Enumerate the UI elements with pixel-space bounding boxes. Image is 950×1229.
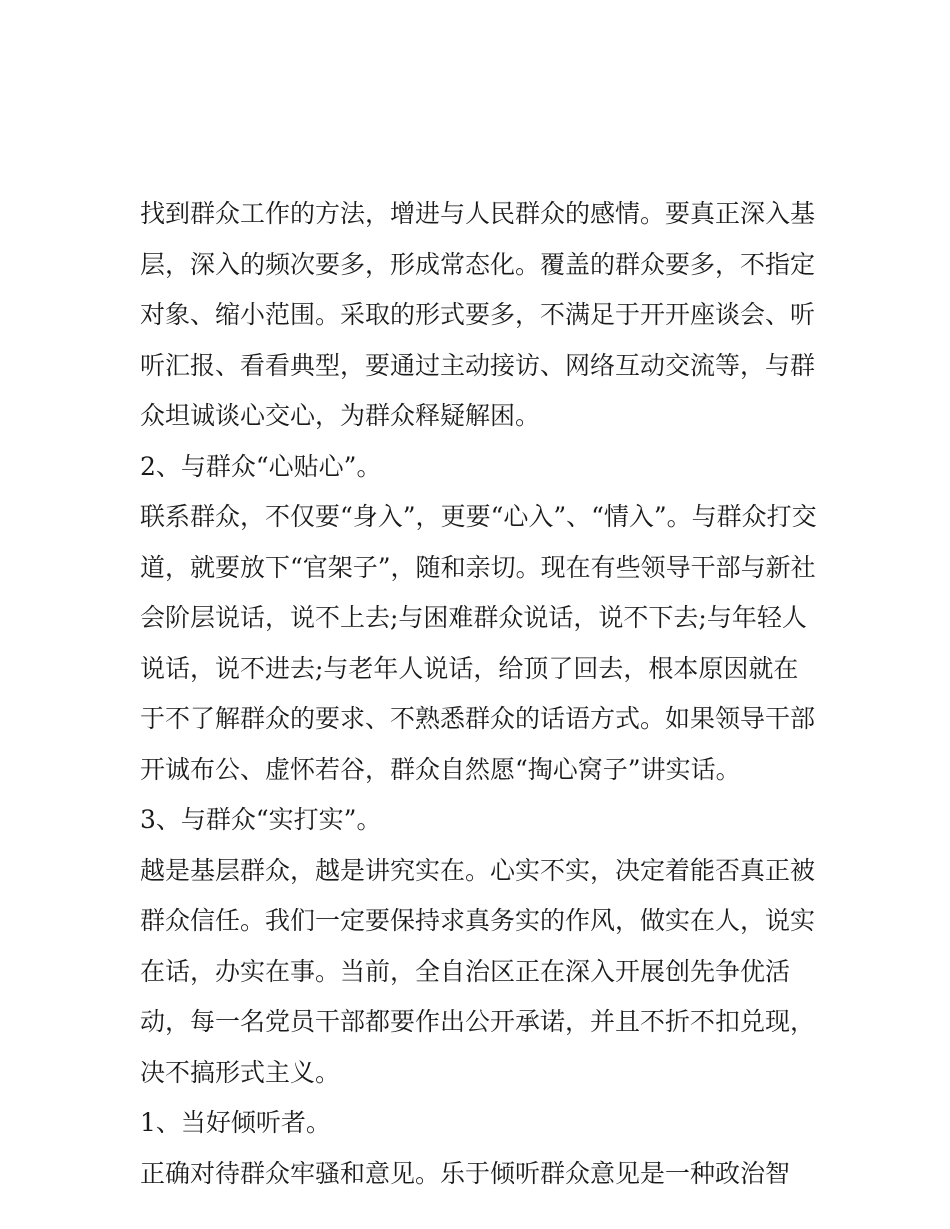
- section-heading-3: 3、与群众“实打实”。: [140, 805, 382, 834]
- text-line-4: 听汇报、看看典型，要通过主动接访、网络互动交流等，与群: [140, 350, 816, 380]
- text-line-11: 于不了解群众的要求、不熟悉群众的话语方式。如果领导干部: [140, 704, 816, 733]
- text-line-3: 对象、缩小范围。采取的形式要多，不满足于开开座谈会、听: [140, 300, 816, 329]
- text-line-12: 开诚布公、虚怀若谷，群众自然愿“掏心窝子”讲实话。: [140, 754, 741, 784]
- text-line-14: 越是基层群众，越是讲究实在。心实不实，决定着能否真正被: [140, 855, 816, 885]
- section-heading-2: 2、与群众“心贴心”。: [140, 451, 382, 481]
- text-line-7: 联系群众，不仅要“身入”，更要“心入”、“情入”。与群众打交: [140, 502, 817, 531]
- text-line-8: 道，就要放下“官架子”，随和亲切。现在有些领导干部与新社: [140, 552, 816, 582]
- text-line-16: 在话，办实在事。当前，全自治区正在深入开展创先争优活: [140, 956, 791, 986]
- text-line-10: 说话，说不进去;与老年人说话，给顶了回去，根本原因就在: [140, 653, 799, 683]
- text-line-17: 动，每一名党员干部都要作出公开承诺，并且不折不扣兑现，: [140, 1007, 816, 1036]
- text-line-20: 正确对待群众牢骚和意见。乐于倾听群众意见是一种政治智: [140, 1158, 791, 1188]
- section-heading-1: 1、当好倾听者。: [140, 1108, 331, 1137]
- text-line-1: 找到群众工作的方法，增进与人民群众的感情。要真正深入基: [140, 199, 816, 228]
- text-line-9: 会阶层说话，说不上去;与困难群众说话，说不下去;与年轻人: [140, 603, 807, 632]
- text-line-18: 决不搞形式主义。: [140, 1057, 341, 1087]
- text-line-15: 群众信任。我们一定要保持求真务实的作风，做实在人，说实: [140, 906, 816, 935]
- text-line-2: 层，深入的频次要多，形成常态化。覆盖的群众要多，不指定: [140, 249, 816, 279]
- document-page: [140, 0, 830, 1199]
- text-line-5: 众坦诚谈心交心，为群众释疑解困。: [140, 401, 541, 430]
